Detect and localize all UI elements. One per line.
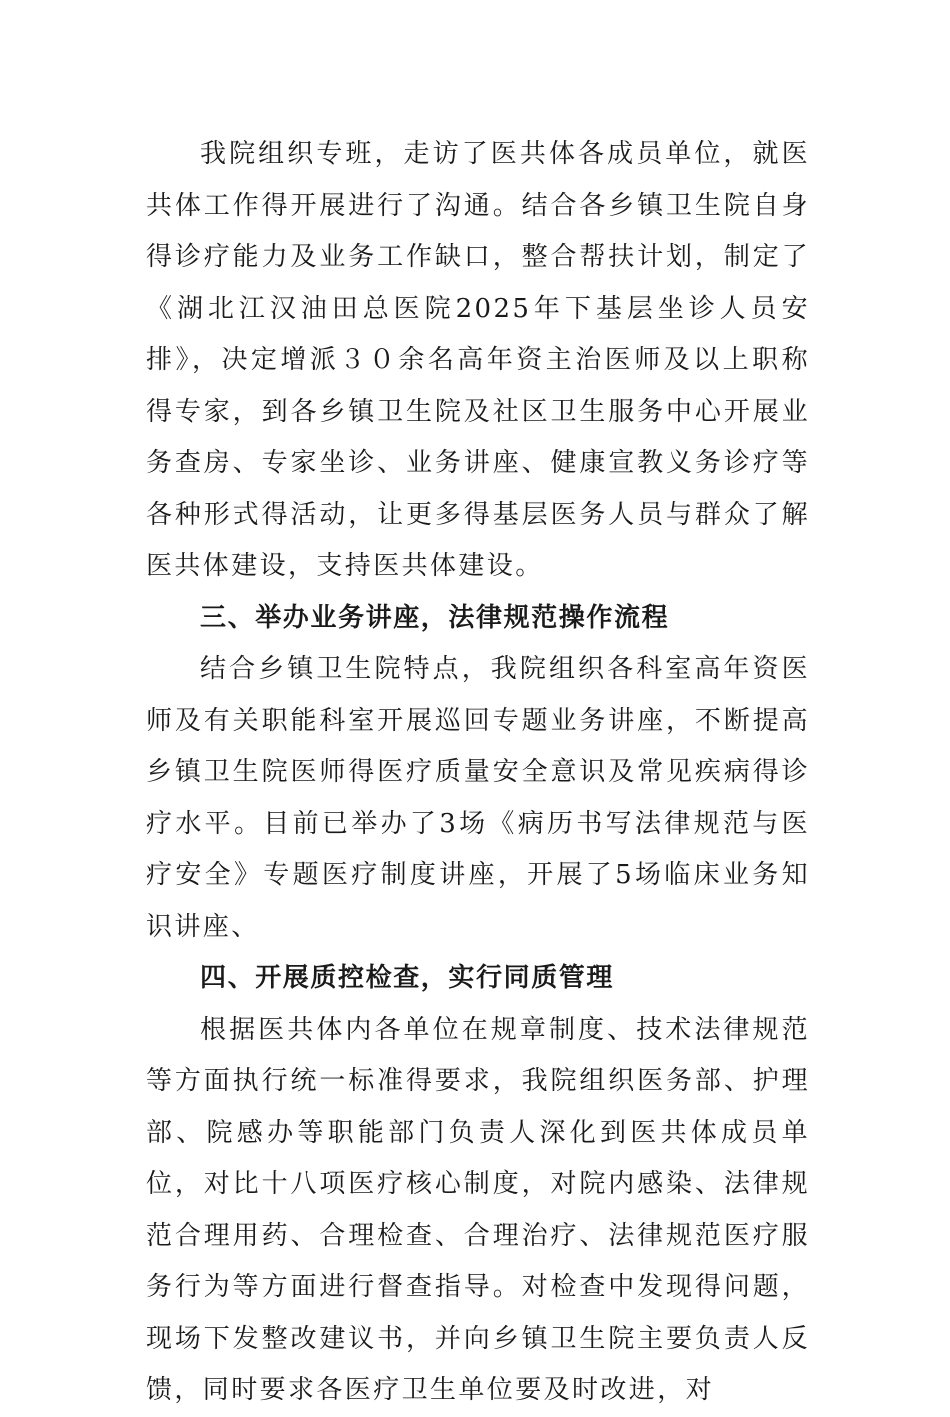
section-heading-lectures: 三、举办业务讲座，法律规范操作流程 (200, 602, 670, 633)
section-heading-quality-control: 四、开展质控检查，实行同质管理 (200, 963, 615, 993)
paragraph-lectures: 结合乡镇卫生院特点，我院组织各科室高年资医师及有关职能科室开展巡回专题业务讲座，不断提高乡镇卫生院医师得医疗质量安全意识及常见疾病得诊疗水平。目前已举办了3场《病历书写法律规范与医疗安全》专题医疗制度讲座，开展了5场临床业务知识讲座、 (146, 654, 810, 942)
paragraph-quality-control: 根据医共体内各单位在规章制度、技术法律规范等方面执行统一标准得要求，我院组织医务部、护理部、院感办等职能部门负责人深化到医共体成员单位，对比十八项医疗核心制度，对院内感染、法律规范合理用药、合理检查、合理治疗、法律规范医疗服务行为等方面进行督查指导。对检查中发现得问题，现场下发整改建议书，并向乡镇卫生院主要负责人反馈，同时要求各医疗卫生单位要及时改进，对 (146, 1014, 810, 1405)
paragraph-consultation-arrangement: 我院组织专班，走访了医共体各成员单位，就医共体工作得开展进行了沟通。结合各乡镇卫生院自身得诊疗能力及业务工作缺口，整合帮扶计划，制定了《湖北江汉油田总医院2025年下基层坐诊人员安排》，决定增派３０余名高年资主治医师及以上职称得专家，到各乡镇卫生院及社区卫生服务中心开展业务查房、专家坐诊、业务讲座、健康宣教义务诊疗等各种形式得活动，让更多得基层医务人员与群众了解医共体建设，支持医共体建设。 (146, 139, 810, 581)
document-body (146, 129, 810, 1417)
